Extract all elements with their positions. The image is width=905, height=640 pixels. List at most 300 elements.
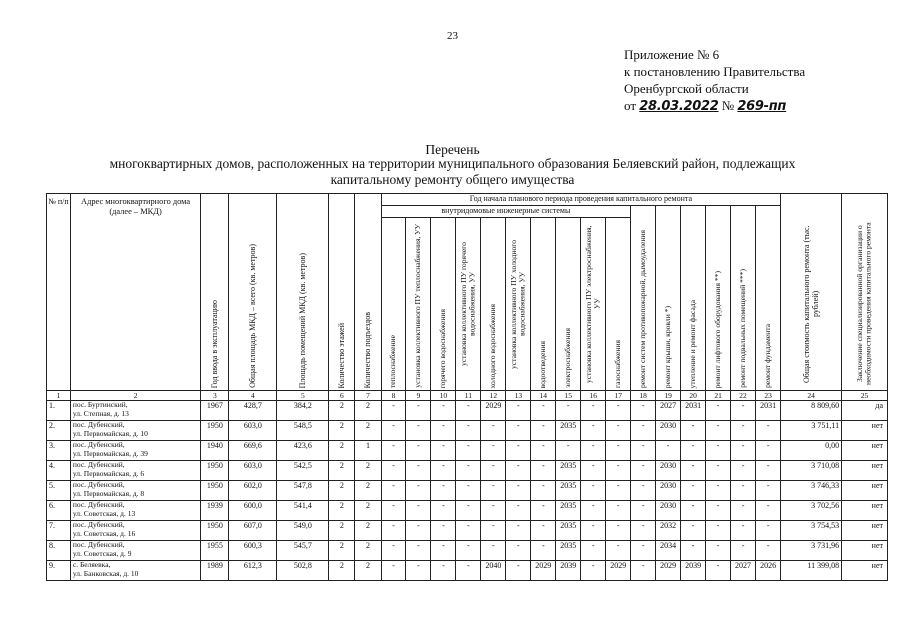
year-cell: 1950 — [201, 481, 229, 501]
address-line-1: пос. Дубенский, — [72, 420, 125, 429]
c18-cell: - — [631, 401, 656, 421]
address-cell — [70, 421, 200, 441]
table-row — [47, 561, 888, 581]
header-cold-water: холодного водоснабжения — [481, 218, 506, 391]
total-cell: 669,6 — [229, 441, 277, 461]
floors-cell: 2 — [329, 421, 355, 441]
num-cell: 5. — [47, 481, 71, 501]
c13-cell: - — [506, 541, 531, 561]
c17-cell: - — [606, 521, 631, 541]
cost-cell: 3 754,53 — [781, 521, 842, 541]
c17-cell: - — [606, 481, 631, 501]
concl-cell: нет — [842, 541, 888, 561]
entr-cell: 2 — [355, 481, 381, 501]
c9-cell: - — [406, 521, 431, 541]
c15-cell: 2035 — [556, 481, 581, 501]
c17-cell: - — [606, 541, 631, 561]
total-cell: 603,0 — [229, 421, 277, 441]
c20-cell: - — [681, 501, 706, 521]
column-index: 18 — [631, 391, 656, 401]
table-row — [47, 521, 888, 541]
c18-cell: - — [631, 561, 656, 581]
houses-table — [46, 193, 888, 581]
c22-cell: - — [731, 461, 756, 481]
c14-cell: - — [531, 541, 556, 561]
title-line-3: капитальному ремонту общего имущества — [330, 172, 575, 187]
table-row — [47, 541, 888, 561]
total-cell: 600,3 — [229, 541, 277, 561]
c15-cell: 2035 — [556, 541, 581, 561]
year-cell: 1967 — [201, 401, 229, 421]
year-cell: 1989 — [201, 561, 229, 581]
column-index: 4 — [229, 391, 277, 401]
c10-cell: - — [431, 481, 456, 501]
column-index-row — [47, 391, 888, 401]
address-cell — [70, 401, 200, 421]
c9-cell: - — [406, 541, 431, 561]
floors-cell: 2 — [329, 401, 355, 421]
c9-cell: - — [406, 441, 431, 461]
c9-cell: - — [406, 421, 431, 441]
c19-cell: 2030 — [656, 481, 681, 501]
premises-cell: 547,8 — [277, 481, 329, 501]
c14-cell: - — [531, 521, 556, 541]
column-index: 8 — [381, 391, 406, 401]
appendix-line-3: Оренбургской области — [624, 81, 749, 96]
c22-cell: 2027 — [731, 561, 756, 581]
c11-cell: - — [456, 481, 481, 501]
entr-cell: 2 — [355, 521, 381, 541]
header-address: Адрес многоквартирного дома (далее – МКД) — [70, 194, 200, 391]
floors-cell: 2 — [329, 561, 355, 581]
premises-cell: 384,2 — [277, 401, 329, 421]
header-pu-electric: установка коллективного ПУ электроснабжения, УУ — [581, 218, 606, 391]
cost-cell: 3 746,33 — [781, 481, 842, 501]
header-conclusion: Заключение специализированной организации о необходимости проведения капитального ремонта — [842, 194, 888, 391]
decree-number: 269-пп — [737, 99, 787, 114]
c23-cell: - — [756, 521, 781, 541]
premises-cell: 545,7 — [277, 541, 329, 561]
c18-cell: - — [631, 501, 656, 521]
header-gas: газоснабжения — [606, 218, 631, 391]
c15-cell: 2035 — [556, 501, 581, 521]
c18-cell: - — [631, 521, 656, 541]
address-line-1: пос. Дубенский, — [72, 520, 125, 529]
c8-cell: - — [381, 541, 406, 561]
concl-cell: нет — [842, 521, 888, 541]
c21-cell: - — [706, 401, 731, 421]
c12-cell: - — [481, 441, 506, 461]
c12-cell: - — [481, 541, 506, 561]
header-heating: теплоснабжение — [381, 218, 406, 391]
entr-cell: 2 — [355, 541, 381, 561]
c15-cell: - — [556, 401, 581, 421]
c19-cell: 2030 — [656, 421, 681, 441]
appendix-line-1: Приложение № 6 — [624, 47, 720, 62]
c22-cell: - — [731, 541, 756, 561]
c11-cell: - — [456, 541, 481, 561]
c22-cell: - — [731, 401, 756, 421]
c10-cell: - — [431, 561, 456, 581]
header-roof: ремонт крыши, кровли *) — [656, 206, 681, 391]
c12-cell: - — [481, 501, 506, 521]
c16-cell: - — [581, 501, 606, 521]
houses-table-body — [47, 401, 888, 581]
c19-cell: - — [656, 441, 681, 461]
c10-cell: - — [431, 521, 456, 541]
table-row — [47, 461, 888, 481]
address-line-2: ул. Первомайская, д. 6 — [72, 468, 145, 478]
concl-cell: нет — [842, 501, 888, 521]
c18-cell: - — [631, 421, 656, 441]
column-index: 23 — [756, 391, 781, 401]
c8-cell: - — [381, 501, 406, 521]
c14-cell: - — [531, 461, 556, 481]
entr-cell: 2 — [355, 421, 381, 441]
address-line-2: ул. Советская, д. 13 — [72, 508, 136, 518]
num-cell: 8. — [47, 541, 71, 561]
c8-cell: - — [381, 561, 406, 581]
header-pu-cold-water: установка коллективного ПУ холодного водоснабжения, УУ — [506, 218, 531, 391]
c12-cell: 2040 — [481, 561, 506, 581]
appendix-block — [624, 46, 805, 115]
floors-cell: 2 — [329, 541, 355, 561]
c20-cell: 2039 — [681, 561, 706, 581]
c19-cell: 2032 — [656, 521, 681, 541]
c9-cell: - — [406, 401, 431, 421]
premises-cell: 549,0 — [277, 521, 329, 541]
c16-cell: - — [581, 481, 606, 501]
column-index: 1 — [47, 391, 71, 401]
header-pu-heat: установка коллективного ПУ теплоснабжения, УУ — [406, 218, 431, 391]
c19-cell: 2030 — [656, 501, 681, 521]
premises-cell: 502,8 — [277, 561, 329, 581]
entr-cell: 2 — [355, 561, 381, 581]
c22-cell: - — [731, 441, 756, 461]
c20-cell: - — [681, 441, 706, 461]
cost-cell: 3 710,08 — [781, 461, 842, 481]
header-drainage: водоотведения — [531, 218, 556, 391]
c19-cell: 2029 — [656, 561, 681, 581]
c16-cell: - — [581, 441, 606, 461]
c10-cell: - — [431, 501, 456, 521]
c21-cell: - — [706, 421, 731, 441]
decree-date: 28.03.2022 — [639, 99, 719, 114]
concl-cell: нет — [842, 561, 888, 581]
num-cell: 7. — [47, 521, 71, 541]
c14-cell: - — [531, 481, 556, 501]
c12-cell: - — [481, 481, 506, 501]
entr-cell: 2 — [355, 461, 381, 481]
c11-cell: - — [456, 461, 481, 481]
year-cell: 1950 — [201, 461, 229, 481]
c23-cell: - — [756, 421, 781, 441]
concl-cell: нет — [842, 441, 888, 461]
header-premises-area: Площадь помещений МКД (кв. метров) — [277, 194, 329, 391]
c13-cell: - — [506, 421, 531, 441]
header-hot-water: горячего водоснабжения — [431, 218, 456, 391]
column-index: 20 — [681, 391, 706, 401]
address-line-1: пос. Дубенский, — [72, 480, 125, 489]
year-cell: 1950 — [201, 521, 229, 541]
c11-cell: - — [456, 521, 481, 541]
header-num: № п/п — [47, 194, 71, 391]
num-cell: 6. — [47, 501, 71, 521]
address-line-1: пос. Буртинский, — [72, 400, 128, 409]
c21-cell: - — [706, 541, 731, 561]
premises-cell: 423,6 — [277, 441, 329, 461]
c22-cell: - — [731, 501, 756, 521]
address-line-1: пос. Дубенский, — [72, 440, 125, 449]
appendix-line-4 — [624, 97, 805, 115]
c15-cell: 2035 — [556, 461, 581, 481]
c9-cell: - — [406, 501, 431, 521]
c13-cell: - — [506, 561, 531, 581]
floors-cell: 2 — [329, 521, 355, 541]
c17-cell: - — [606, 441, 631, 461]
c21-cell: - — [706, 461, 731, 481]
address-line-1: пос. Дубенский, — [72, 540, 125, 549]
c20-cell: - — [681, 481, 706, 501]
c20-cell: - — [681, 461, 706, 481]
table-row — [47, 441, 888, 461]
c17-cell: - — [606, 401, 631, 421]
table-row — [47, 421, 888, 441]
total-cell: 602,0 — [229, 481, 277, 501]
address-line-1: пос. Дубенский, — [72, 460, 125, 469]
header-foundation: ремонт фундамента — [756, 206, 781, 391]
header-total-area: Общая площадь МКД – всего (кв. метров) — [229, 194, 277, 391]
c14-cell: - — [531, 401, 556, 421]
c19-cell: 2034 — [656, 541, 681, 561]
c20-cell: 2031 — [681, 401, 706, 421]
c8-cell: - — [381, 461, 406, 481]
column-index: 5 — [277, 391, 329, 401]
c13-cell: - — [506, 461, 531, 481]
floors-cell: 2 — [329, 441, 355, 461]
year-cell: 1955 — [201, 541, 229, 561]
column-index: 6 — [329, 391, 355, 401]
address-line-2: ул. Первомайская, д. 39 — [72, 448, 148, 458]
c17-cell: - — [606, 461, 631, 481]
entr-cell: 2 — [355, 501, 381, 521]
header-facade: утепление и ремонт фасада — [681, 206, 706, 391]
c16-cell: - — [581, 541, 606, 561]
address-line-2: ул. Советская, д. 9 — [72, 548, 132, 558]
c17-cell: 2029 — [606, 561, 631, 581]
address-line-2: ул. Первомайская, д. 10 — [72, 428, 148, 438]
c10-cell: - — [431, 421, 456, 441]
c16-cell: - — [581, 561, 606, 581]
premises-cell: 541,4 — [277, 501, 329, 521]
address-cell — [70, 441, 200, 461]
page-number: 23 — [447, 30, 458, 42]
num-cell: 4. — [47, 461, 71, 481]
c23-cell: - — [756, 461, 781, 481]
concl-cell: нет — [842, 481, 888, 501]
column-index: 13 — [506, 391, 531, 401]
number-label: № — [721, 98, 735, 113]
address-line-1: с. Беляевка, — [72, 560, 111, 569]
column-index: 15 — [556, 391, 581, 401]
c11-cell: - — [456, 441, 481, 461]
c13-cell: - — [506, 501, 531, 521]
address-cell — [70, 541, 200, 561]
address-line-2: ул. Советская, д. 16 — [72, 528, 136, 538]
c20-cell: - — [681, 421, 706, 441]
total-cell: 600,0 — [229, 501, 277, 521]
c14-cell: - — [531, 421, 556, 441]
header-pu-hot-water: установка коллективного ПУ горячего водоснабжения, УУ — [456, 218, 481, 391]
address-cell — [70, 481, 200, 501]
c11-cell: - — [456, 401, 481, 421]
c10-cell: - — [431, 541, 456, 561]
c22-cell: - — [731, 521, 756, 541]
table-row — [47, 501, 888, 521]
cost-cell: 3 702,56 — [781, 501, 842, 521]
appendix-line-2: к постановлению Правительства — [624, 64, 806, 79]
column-index: 21 — [706, 391, 731, 401]
header-basement: ремонт подвальных помещений ***) — [731, 206, 756, 391]
c23-cell: 2026 — [756, 561, 781, 581]
c8-cell: - — [381, 421, 406, 441]
c14-cell: - — [531, 441, 556, 461]
total-cell: 612,3 — [229, 561, 277, 581]
address-cell — [70, 501, 200, 521]
c16-cell: - — [581, 401, 606, 421]
c16-cell: - — [581, 461, 606, 481]
total-cell: 607,0 — [229, 521, 277, 541]
c11-cell: - — [456, 421, 481, 441]
address-line-2: ул. Первомайская, д. 8 — [72, 488, 145, 498]
c20-cell: - — [681, 541, 706, 561]
c20-cell: - — [681, 521, 706, 541]
c23-cell: - — [756, 501, 781, 521]
concl-cell: нет — [842, 421, 888, 441]
floors-cell: 2 — [329, 501, 355, 521]
c21-cell: - — [706, 441, 731, 461]
column-index: 22 — [731, 391, 756, 401]
entr-cell: 1 — [355, 441, 381, 461]
c19-cell: 2027 — [656, 401, 681, 421]
c13-cell: - — [506, 401, 531, 421]
header-floors: Количество этажей — [329, 194, 355, 391]
c14-cell: - — [531, 501, 556, 521]
floors-cell: 2 — [329, 461, 355, 481]
c19-cell: 2030 — [656, 461, 681, 481]
c12-cell: - — [481, 521, 506, 541]
c11-cell: - — [456, 501, 481, 521]
header-year: Год ввода в эксплуатацию — [201, 194, 229, 391]
c9-cell: - — [406, 461, 431, 481]
total-cell: 603,0 — [229, 461, 277, 481]
c10-cell: - — [431, 441, 456, 461]
c13-cell: - — [506, 521, 531, 541]
from-label: от — [624, 98, 637, 113]
c16-cell: - — [581, 421, 606, 441]
address-line-2: ул. Банковская, д. 10 — [72, 568, 139, 578]
c15-cell: - — [556, 441, 581, 461]
title-line-2: многоквартирных домов, расположенных на территории муниципального образования Беляевский район, подлежащих — [109, 156, 796, 171]
address-cell — [70, 461, 200, 481]
c14-cell: 2029 — [531, 561, 556, 581]
c23-cell: - — [756, 541, 781, 561]
title-line-1: Перечень — [425, 142, 480, 157]
c11-cell: - — [456, 561, 481, 581]
header-fire-systems: ремонт систем противопожарной, дымоудаления — [631, 206, 656, 391]
c21-cell: - — [706, 501, 731, 521]
c22-cell: - — [731, 421, 756, 441]
total-cell: 428,7 — [229, 401, 277, 421]
cost-cell: 11 399,08 — [781, 561, 842, 581]
c18-cell: - — [631, 541, 656, 561]
header-group-systems: внутридомовые инженерные системы — [381, 206, 631, 218]
concl-cell: да — [842, 401, 888, 421]
table-row — [47, 401, 888, 421]
year-cell: 1939 — [201, 501, 229, 521]
c21-cell: - — [706, 561, 731, 581]
c8-cell: - — [381, 441, 406, 461]
c12-cell: - — [481, 421, 506, 441]
c21-cell: - — [706, 481, 731, 501]
c16-cell: - — [581, 521, 606, 541]
premises-cell: 542,5 — [277, 461, 329, 481]
header-electric: электроснабжения — [556, 218, 581, 391]
premises-cell: 548,5 — [277, 421, 329, 441]
column-index: 12 — [481, 391, 506, 401]
entr-cell: 2 — [355, 401, 381, 421]
header-group-main: Год начала планового периода проведения капитального ремонта — [381, 194, 781, 206]
address-line-1: пос. Дубенский, — [72, 500, 125, 509]
address-line-2: ул. Степная, д. 13 — [72, 408, 129, 418]
column-index: 3 — [201, 391, 229, 401]
address-cell — [70, 521, 200, 541]
c18-cell: - — [631, 461, 656, 481]
column-index: 24 — [781, 391, 842, 401]
c17-cell: - — [606, 421, 631, 441]
num-cell: 3. — [47, 441, 71, 461]
column-index: 11 — [456, 391, 481, 401]
c15-cell: 2035 — [556, 421, 581, 441]
column-index: 9 — [406, 391, 431, 401]
c21-cell: - — [706, 521, 731, 541]
c15-cell: 2039 — [556, 561, 581, 581]
c12-cell: 2029 — [481, 401, 506, 421]
c12-cell: - — [481, 461, 506, 481]
c9-cell: - — [406, 561, 431, 581]
c13-cell: - — [506, 441, 531, 461]
c22-cell: - — [731, 481, 756, 501]
cost-cell: 3 751,11 — [781, 421, 842, 441]
header-elevator: ремонт лифтового оборудования **) — [706, 206, 731, 391]
table-row — [47, 481, 888, 501]
floors-cell: 2 — [329, 481, 355, 501]
c18-cell: - — [631, 481, 656, 501]
c18-cell: - — [631, 441, 656, 461]
num-cell: 2. — [47, 421, 71, 441]
column-index: 2 — [70, 391, 200, 401]
column-index: 17 — [606, 391, 631, 401]
num-cell: 9. — [47, 561, 71, 581]
column-index: 7 — [355, 391, 381, 401]
c8-cell: - — [381, 481, 406, 501]
c17-cell: - — [606, 501, 631, 521]
concl-cell: нет — [842, 461, 888, 481]
c8-cell: - — [381, 401, 406, 421]
c8-cell: - — [381, 521, 406, 541]
c13-cell: - — [506, 481, 531, 501]
column-index: 16 — [581, 391, 606, 401]
